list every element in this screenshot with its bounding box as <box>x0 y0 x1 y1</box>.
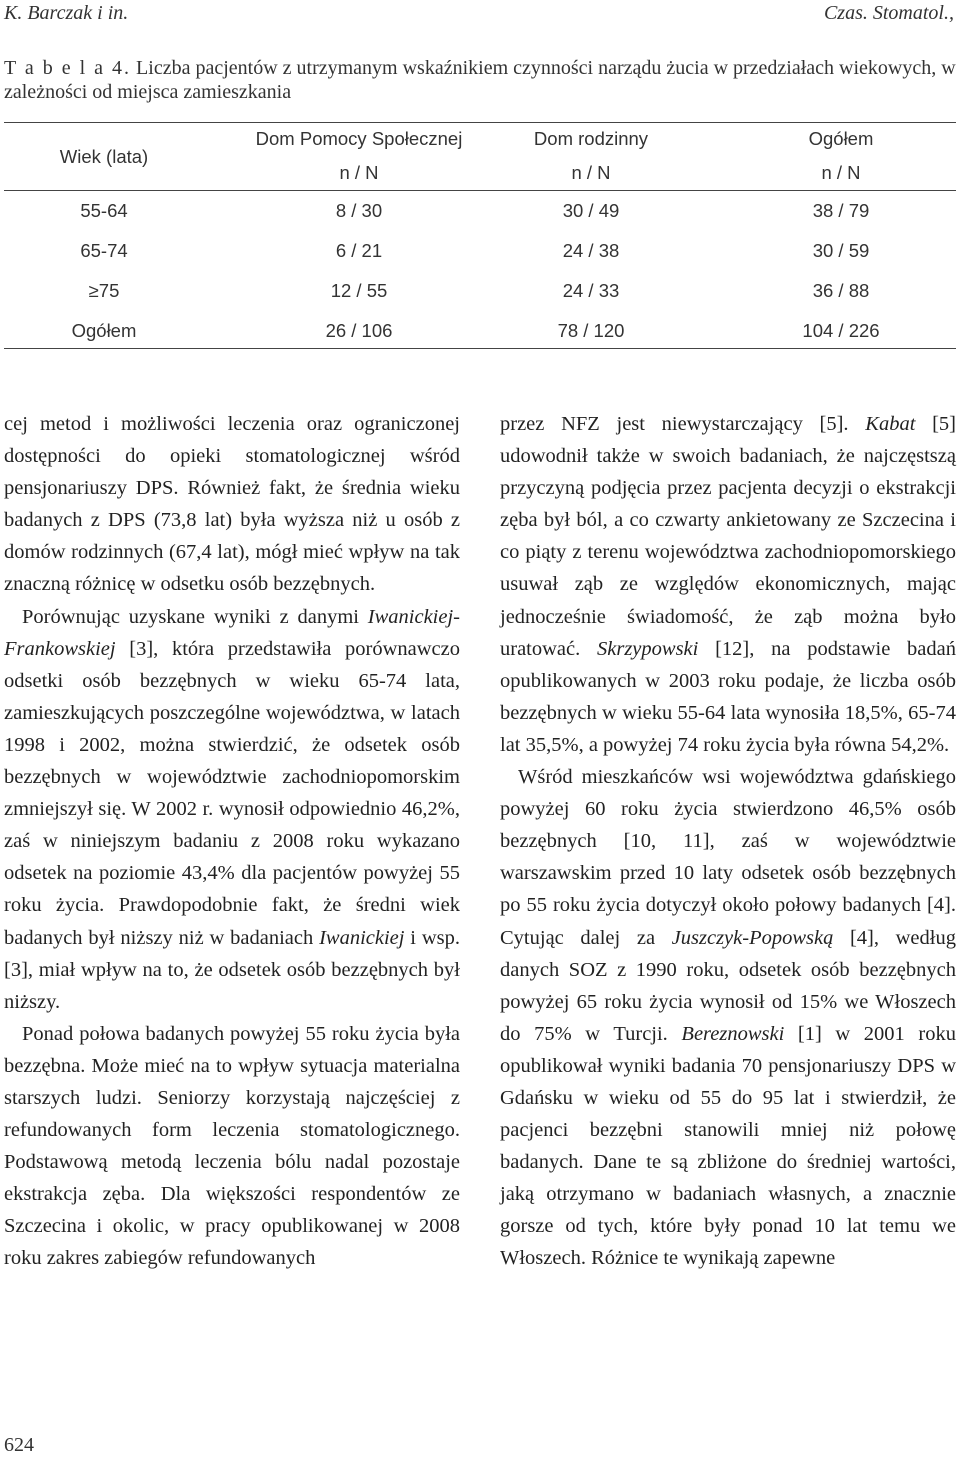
header-dps: Dom Pomocy Społecznej <box>255 128 463 149</box>
table-bottom-rule <box>4 348 956 349</box>
table-caption-text: Liczba pacjentów z utrzymanym wskaźnikiem czynności narządu żucia w przedziałach wiekowych, w zależności od miejsca zamieszkania <box>4 57 956 103</box>
cell-home: 24 / 33 <box>562 280 620 301</box>
text-column-right <box>500 408 956 1275</box>
running-head <box>4 2 954 30</box>
cell-dps: 6 / 21 <box>335 240 383 261</box>
cited-author: Juszczyk-Popowską <box>671 926 834 949</box>
subheader-dps: n / N <box>339 162 379 183</box>
text-run: Wśród mieszkańców wsi województwa gdańskiego powyżej 60 roku życia stwierdzono 46,5% osób bezzębnych [10, 11], zaś w województwie warszawskim przed 10 laty odsetek osób bezzębnych po 55 roku życia dotyczył około połowy badanych [4]. Cytując dalej za <box>500 766 956 949</box>
header-total: Ogółem <box>808 128 874 149</box>
cell-total: 104 / 226 <box>802 320 880 341</box>
table-caption <box>4 56 956 104</box>
cell-total: 38 / 79 <box>812 200 870 221</box>
paragraph <box>4 408 460 601</box>
cell-home: 24 / 38 <box>562 240 620 261</box>
subheader-total: n / N <box>821 162 861 183</box>
subheader-home: n / N <box>571 162 611 183</box>
cell-dps: 12 / 55 <box>330 280 388 301</box>
cell-age: 65-74 <box>80 240 128 261</box>
paragraph <box>500 761 956 1275</box>
cited-author: Iwanickiej-Frankowskiej <box>4 605 460 660</box>
cell-age: ≥75 <box>88 280 120 301</box>
paragraph <box>500 408 956 761</box>
text-run: cej metod i możliwości leczenia oraz ograniczonej dostępności do opieki stomatologicznej wśród pensjonariuszy DPS. Również fakt, że średnia wieku badanych z DPS (73,8 lat) była wyższa niż u osób z domów rodzinnych (67,4 lat), mógł mieć wpływ na tak znaczną różnicę w odsetku osób bezzębnych. <box>4 413 460 596</box>
text-run: [4], według danych SOZ z 1990 roku, odsetek osób bezzębnych powyżej 65 roku życia wynosił od 15% we Włoszech do 75% w Turcji. <box>500 926 956 1045</box>
cell-age: Ogółem <box>71 320 137 341</box>
header-home: Dom rodzinny <box>533 128 649 149</box>
cited-author: Skrzypowski <box>597 637 699 660</box>
text-run: Porównując uzyskane wyniki z danymi <box>22 605 368 628</box>
text-run: [3], która przedstawiła porównawczo odsetki osób bezzębnych w wieku 65-74 lata, zamieszkujących poszczególne województwa, w latach 1998 i 2002, można stwierdzić, że odsetek osób bezzębnych w województwie zachodniopomorskim zmniejszył się. W 2002 r. wynosił odpowiednio 46,2%, zaś w niniejszym badaniu z 2008 roku wykazano odsetek na poziomie 43,4% dla pacjentów powyżej 55 roku życia. Prawdopodobnie fakt, że średni wiek badanych był niższy niż w badaniach <box>4 637 460 949</box>
text-column-left <box>4 408 460 1275</box>
table-top-rule <box>4 122 956 123</box>
text-run: [5] udowodnił także w swoich badaniach, że najczęstszą przyczyną podjęcia przez pacjenta decyzji o ekstrakcji zęba był ból, a co czwarty ankietowany ze Szczecina i co piąty z terenu województwa zachodniopomorskiego usuwał ząb ze względów ekonomicznych, mając jednocześnie świadomość, że ząb można było uratować. <box>500 413 956 660</box>
table-label: T a b e l a 4. <box>4 57 132 79</box>
running-head-authors: K. Barczak i in. <box>4 2 129 24</box>
cited-author: Kabat <box>865 413 916 435</box>
cell-total: 30 / 59 <box>812 240 870 261</box>
paragraph <box>4 1018 460 1275</box>
header-age: Wiek (lata) <box>59 146 149 167</box>
text-run: przez NFZ jest niewystarczający [5]. <box>500 413 866 435</box>
cell-age: 55-64 <box>80 200 128 221</box>
text-run: [1] w 2001 roku opublikował wyniki badania 70 pensjonariuszy DPS w Gdańsku w wieku od 55 do 95 lat i stwierdził, że pacjenci bezzębni stanowili mniej niż połowę badanych. Dane te są zbliżone do średniej wartości, jaką otrzymano w badaniach własnych, a znacznie gorsze od tych, które były ponad 10 lat temu we Włoszech. Różnice te wynikają zapewne <box>500 1022 956 1270</box>
cell-home: 30 / 49 <box>562 200 620 221</box>
cell-dps: 26 / 106 <box>325 320 393 341</box>
cell-total: 36 / 88 <box>812 280 870 301</box>
text-run: [12], na podstawie badań opublikowanych w 2003 roku podaje, że liczba osób bezzębnych w wieku 55-64 lata wynosiła 18,5%, 65-74 lat 35,5%, a powyżej 74 roku życia była równa 54,2%. <box>500 637 957 756</box>
paragraph <box>4 601 460 1018</box>
running-head-journal: Czas. Stomatol., <box>823 2 954 24</box>
cell-home: 78 / 120 <box>557 320 625 341</box>
text-run: i wsp. [3], miał wpływ na to, że odsetek osób bezzębnych był niższy. <box>4 926 460 1013</box>
text-run: Ponad połowa badanych powyżej 55 roku życia była bezzębna. Może mieć na to wpływ sytuacja materialna starszych ludzi. Seniorzy korzystają najczęściej z refundowanych form leczenia stomatologicznego. Podstawową metodą leczenia bólu nadal pozostaje ekstrakcja zęba. Dla większości respondentów ze Szczecina i okolic, w pracy opublikowanej w 2008 roku zakres zabiegów refundowanych <box>4 1022 460 1270</box>
cell-dps: 8 / 30 <box>335 200 383 221</box>
cited-author: Iwanickiej <box>319 926 405 949</box>
page-number: 624 <box>4 1434 34 1456</box>
cited-author: Bereznowski <box>681 1022 785 1045</box>
table-header-rule <box>4 190 956 191</box>
